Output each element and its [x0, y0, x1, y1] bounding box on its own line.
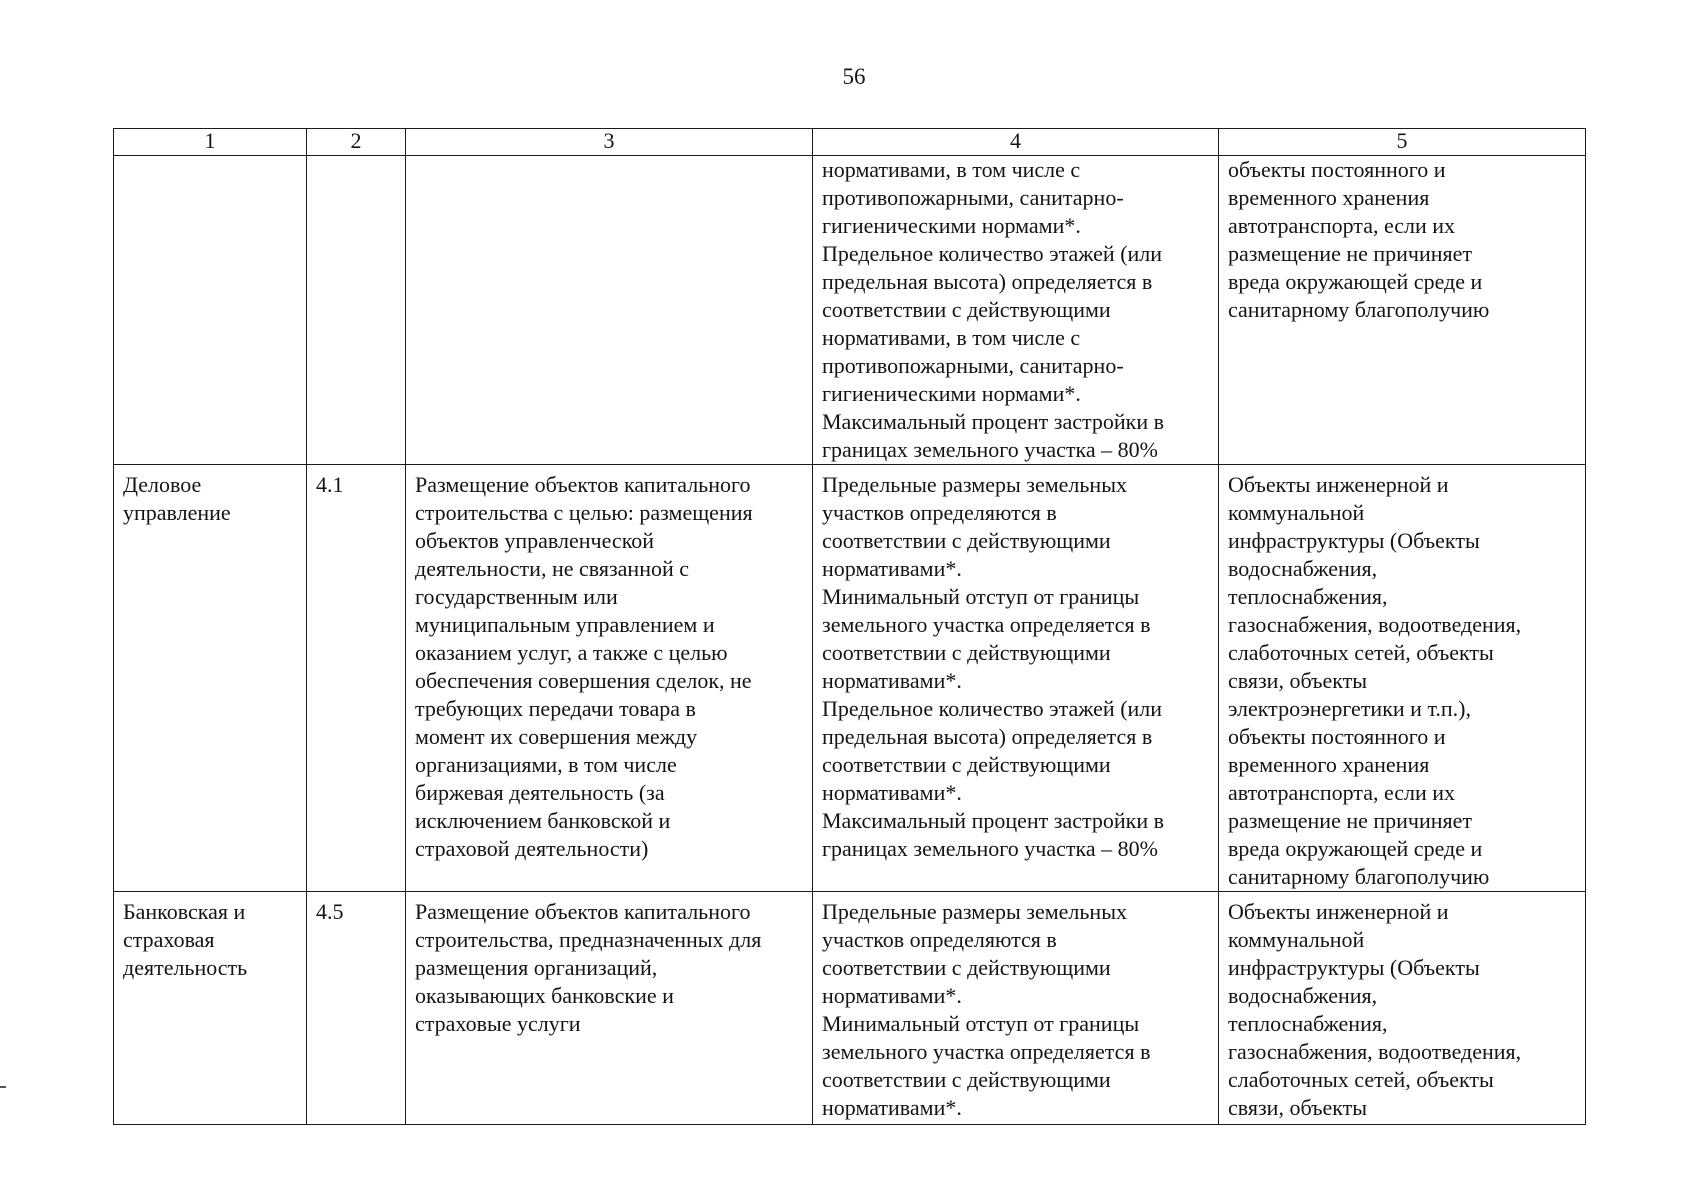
cell-line: размещение не причиняет — [1228, 241, 1473, 266]
cell-line: инфраструктуры (Объекты — [1228, 955, 1480, 980]
cell-line: газоснабжения, водоотведения, — [1228, 1039, 1522, 1064]
cell-line: нормативами*. — [822, 780, 962, 805]
cell-line: земельного участка определяется в — [822, 1039, 1151, 1064]
cell-line: противопожарными, санитарно- — [822, 353, 1124, 378]
cell-line: Деловое — [123, 472, 202, 497]
cell-line: оказанием услуг, а также с целью — [415, 640, 728, 665]
cell-line: гигиеническими нормами*. — [822, 381, 1081, 406]
cell-line: Предельные размеры земельных — [822, 899, 1127, 924]
use-description-cell — [406, 465, 813, 892]
cell-line: 4.1 — [316, 472, 344, 497]
cell-line: Банковская и — [123, 899, 246, 924]
cell-line: санитарному благополучию — [1228, 297, 1490, 322]
cell-line: гигиеническими нормами*. — [822, 213, 1081, 238]
auxiliary-uses-cell — [1219, 892, 1586, 1125]
column-header-4: 4 — [813, 129, 1219, 156]
cell-line: организациями, в том числе — [415, 752, 677, 777]
cell-line: управление — [123, 500, 231, 525]
cell-line: соответствии с действующими — [822, 1067, 1111, 1092]
cell-line: теплоснабжения, — [1228, 1011, 1388, 1036]
auxiliary-uses-cell — [1219, 465, 1586, 892]
cell-line: страховая — [123, 927, 215, 952]
column-header-2: 2 — [307, 129, 406, 156]
cell-line: соответствии с действующими — [822, 640, 1111, 665]
cell-line: объекты постоянного и — [1228, 157, 1446, 182]
cell-line: соответствии с действующими — [822, 955, 1111, 980]
use-name-cell — [114, 156, 307, 465]
cell-line: электроэнергетики и т.п.), — [1228, 696, 1471, 721]
cell-line: границах земельного участка – 80% — [822, 437, 1158, 462]
land-use-table — [113, 128, 1586, 1125]
auxiliary-uses-cell — [1219, 156, 1586, 465]
cell-line: вреда окружающей среде и — [1228, 836, 1483, 861]
cell-line: деятельности, не связанной с — [415, 556, 690, 581]
cell-line: газоснабжения, водоотведения, — [1228, 612, 1522, 637]
use-code-cell — [307, 892, 406, 1125]
cell-line: санитарному благополучию — [1228, 864, 1490, 889]
cell-line: Объекты инженерной и — [1228, 472, 1449, 497]
cell-line: Предельные размеры земельных — [822, 472, 1127, 497]
cell-line: нормативами, в том числе с — [822, 325, 1081, 350]
header-row — [114, 129, 1586, 156]
cell-line: соответствии с действующими — [822, 752, 1111, 777]
cell-line: Предельное количество этажей (или — [822, 241, 1163, 266]
table-body — [114, 156, 1586, 1125]
cell-line: нормативами*. — [822, 556, 962, 581]
cell-line: Предельное количество этажей (или — [822, 696, 1163, 721]
column-header-5: 5 — [1219, 129, 1586, 156]
cell-line: оказывающих банковские и — [415, 983, 674, 1008]
use-description-cell — [406, 892, 813, 1125]
cell-line: вреда окружающей среде и — [1228, 269, 1483, 294]
use-name-cell — [114, 465, 307, 892]
use-description-cell — [406, 156, 813, 465]
cell-line: временного хранения — [1228, 752, 1430, 777]
cell-line: границах земельного участка – 80% — [822, 836, 1158, 861]
cell-line: предельная высота) определяется в — [822, 724, 1153, 749]
cell-line: момент их совершения между — [415, 724, 698, 749]
cell-line: временного хранения — [1228, 185, 1430, 210]
cell-line: нормативами, в том числе с — [822, 157, 1081, 182]
cell-line: объекты постоянного и — [1228, 724, 1446, 749]
cell-line: земельного участка определяется в — [822, 612, 1151, 637]
cell-line: предельная высота) определяется в — [822, 269, 1153, 294]
cell-line: Размещение объектов капитального — [415, 472, 751, 497]
cell-line: исключением банковской и — [415, 808, 671, 833]
cell-line: нормативами*. — [822, 1095, 962, 1120]
cell-line: строительства с целью: размещения — [415, 500, 753, 525]
scan-edge-mark — [0, 1086, 6, 1088]
table-row — [114, 892, 1586, 1125]
page-number: 56 — [842, 64, 866, 89]
cell-line: соответствии с действующими — [822, 297, 1111, 322]
parameters-cell — [813, 156, 1219, 465]
cell-line: инфраструктуры (Объекты — [1228, 528, 1480, 553]
cell-line: коммунальной — [1228, 927, 1365, 952]
cell-line: слаботочных сетей, объекты — [1228, 640, 1494, 665]
cell-line: Размещение объектов капитального — [415, 899, 751, 924]
cell-line: нормативами*. — [822, 983, 962, 1008]
column-header-1: 1 — [114, 129, 307, 156]
cell-line: размещения организаций, — [415, 955, 658, 980]
cell-line: нормативами*. — [822, 668, 962, 693]
use-name-cell — [114, 892, 307, 1125]
cell-line: Максимальный процент застройки в — [822, 808, 1164, 833]
cell-line: водоснабжения, — [1228, 983, 1378, 1008]
cell-line: соответствии с действующими — [822, 528, 1111, 553]
cell-line: требующих передачи товара в — [415, 696, 696, 721]
use-code-cell — [307, 156, 406, 465]
cell-line: Максимальный процент застройки в — [822, 409, 1164, 434]
cell-line: Минимальный отступ от границы — [822, 584, 1140, 609]
cell-line: размещение не причиняет — [1228, 808, 1473, 833]
cell-line: объектов управленческой — [415, 528, 655, 553]
cell-line: связи, объекты — [1228, 1095, 1368, 1120]
cell-line: муниципальным управлением и — [415, 612, 715, 637]
cell-line: связи, объекты — [1228, 668, 1368, 693]
table-row — [114, 465, 1586, 892]
cell-line: слаботочных сетей, объекты — [1228, 1067, 1494, 1092]
cell-line: биржевая деятельность (за — [415, 780, 665, 805]
table-row — [114, 156, 1586, 465]
cell-line: участков определяются в — [822, 500, 1057, 525]
cell-line: теплоснабжения, — [1228, 584, 1388, 609]
cell-line: строительства, предназначенных для — [415, 927, 762, 952]
cell-line: водоснабжения, — [1228, 556, 1378, 581]
cell-line: автотранспорта, если их — [1228, 780, 1456, 805]
column-header-3: 3 — [406, 129, 813, 156]
cell-line: обеспечения совершения сделок, не — [415, 668, 752, 693]
use-code-cell — [307, 465, 406, 892]
cell-line: автотранспорта, если их — [1228, 213, 1456, 238]
cell-line: противопожарными, санитарно- — [822, 185, 1124, 210]
cell-line: деятельность — [123, 955, 248, 980]
cell-line: участков определяются в — [822, 927, 1057, 952]
parameters-cell — [813, 465, 1219, 892]
cell-line: коммунальной — [1228, 500, 1365, 525]
cell-line: 4.5 — [316, 899, 344, 924]
parameters-cell — [813, 892, 1219, 1125]
cell-line: Объекты инженерной и — [1228, 899, 1449, 924]
cell-line: Минимальный отступ от границы — [822, 1011, 1140, 1036]
cell-line: страховой деятельности) — [415, 836, 649, 861]
cell-line: государственным или — [415, 584, 618, 609]
cell-line: страховые услуги — [415, 1011, 581, 1036]
